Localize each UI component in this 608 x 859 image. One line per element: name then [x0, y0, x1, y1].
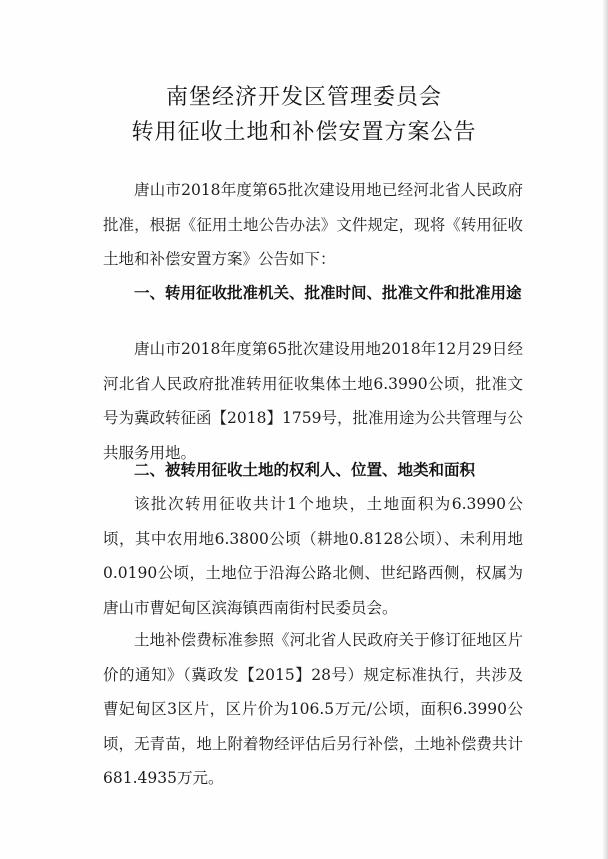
document-title-line-1: 南堡经济开发区管理委员会: [165, 85, 442, 110]
intro-paragraph: 唐山市2018年度第65批次建设用地已经河北省人民政府批准，根据《征用土地公告办法》文件规定，现将《转用征收土地和补偿安置方案》公告如下：: [103, 181, 523, 268]
section-1-body: 唐山市2018年度第65批次建设用地2018年12月29日经河北省人民政府批准转用征收集体土地6.3990公顷，批准文号为冀政转征函【2018】1759号，批准用途为公共管理与公共服务用地。: [103, 340, 523, 462]
section-1-heading: 一、转用征收批准机关、批准时间、批准文件和批准用途: [134, 284, 522, 302]
section-2-body: 该批次转用征收共计1个地块，土地面积为6.3990公顷，其中农用地6.3800公顷（耕地0.8128公顷）、未利用地0.0190公顷，土地位于沿海公路北侧、世纪路西侧，权属为唐山市曹妃甸区滨海镇西南街村民委员会。: [103, 495, 523, 617]
compensation-paragraph: 土地补偿费标准参照《河北省人民政府关于修订征地区片价的通知》（冀政发【2015】28号）规定标准执行，共涉及曹妃甸区3区片，区片价为106.5万元/公顷，面积6.3990公顷，无青苗，地上附着物经评估后另行补偿，土地补偿费共计681.4935万元。: [103, 631, 523, 787]
document-title-line-2: 转用征收土地和补偿安置方案公告: [131, 120, 477, 145]
section-2-heading: 二、被转用征收土地的权利人、位置、地类和面积: [134, 461, 476, 479]
